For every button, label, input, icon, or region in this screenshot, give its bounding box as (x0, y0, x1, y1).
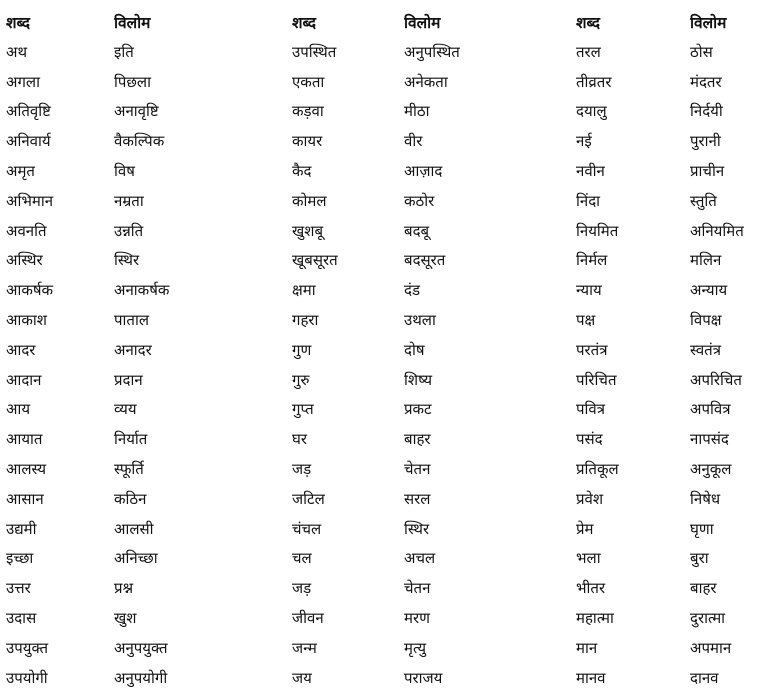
antonym-cell: अपरिचित (690, 370, 742, 389)
antonym-cell: अनावृष्टि (114, 102, 159, 121)
word-cell: कायर (292, 132, 323, 151)
word-cell: उद्यमी (6, 519, 37, 538)
word-cell: आदान (6, 370, 42, 389)
word-cell: जड़ (292, 459, 312, 478)
word-cell: अवनति (6, 221, 47, 240)
word-cell: उदास (6, 608, 37, 627)
antonym-cell: स्वतंत्र (690, 340, 722, 359)
antonym-cell: चेतन (404, 459, 431, 478)
antonym-cell: स्थिर (404, 519, 430, 538)
word-cell: आयात (6, 430, 43, 449)
word-cell: आकर्षक (6, 281, 54, 300)
antonym-cell: सरल (404, 489, 431, 508)
word-cell: मानव (576, 668, 606, 687)
antonym-cell: स्तुति (690, 191, 717, 210)
word-cell: अस्थिर (6, 251, 43, 270)
antonym-cell: इति (114, 42, 134, 61)
header-word-3: शब्द (576, 13, 600, 32)
antonym-cell: मंदतर (690, 72, 722, 91)
word-cell: भला (576, 549, 601, 568)
word-cell: नियमित (576, 221, 619, 240)
word-cell: गुप्त (292, 400, 314, 419)
word-cell: नई (576, 132, 592, 151)
word-cell: उपयुक्त (6, 638, 49, 657)
antonym-cell: पुरानी (690, 132, 721, 151)
antonym-cell: अनादर (114, 340, 152, 359)
antonym-cell: मृत्यु (404, 638, 427, 657)
antonym-cell: बाहर (690, 579, 717, 598)
antonym-cell: स्फूर्ति (114, 459, 144, 478)
antonym-cell: प्रकट (404, 400, 432, 419)
antonym-cell: अनाकर्षक (114, 281, 170, 300)
word-cell: जटिल (292, 489, 325, 508)
word-cell: नवीन (576, 161, 605, 180)
antonyms-grid (6, 8, 766, 693)
antonym-cell: पराजय (404, 668, 443, 687)
word-cell: परिचित (576, 370, 617, 389)
antonym-cell: अनुकूल (690, 459, 732, 478)
antonym-cell: अनुपस्थित (404, 42, 460, 61)
antonym-cell: नम्रता (114, 191, 144, 210)
word-cell: मान (576, 638, 598, 657)
word-cell: प्रेम (576, 519, 594, 538)
antonym-cell: अपवित्र (690, 400, 731, 419)
word-cell: कैद (292, 161, 312, 180)
antonym-cell: उन्नति (114, 221, 144, 240)
word-cell: तरल (576, 42, 601, 61)
antonym-cell: वैकल्पिक (114, 132, 165, 151)
word-cell: उत्तर (6, 579, 31, 598)
word-cell: पक्ष (576, 310, 596, 329)
antonym-cell: निर्यात (114, 430, 148, 449)
antonym-cell: दानव (690, 668, 719, 687)
antonym-cell: दोष (404, 340, 425, 359)
antonym-cell: मरण (404, 608, 430, 627)
antonym-cell: मीठा (404, 102, 430, 121)
antonym-cell: अपमान (690, 638, 732, 657)
antonym-cell: वीर (404, 132, 423, 151)
word-cell: गुरु (292, 370, 310, 389)
antonym-cell: कठिन (114, 489, 147, 508)
word-cell: न्याय (576, 281, 602, 300)
word-cell: गुण (292, 340, 312, 359)
antonym-cell: उथला (404, 310, 436, 329)
antonym-cell: नापसंद (690, 430, 729, 449)
antonym-cell: विपक्ष (690, 310, 722, 329)
word-cell: उपस्थित (292, 42, 337, 61)
word-cell: जय (292, 668, 312, 687)
antonym-cell: ठोस (690, 42, 713, 61)
antonym-cell: बदबू (404, 221, 430, 240)
antonym-cell: मलिन (690, 251, 722, 270)
word-cell: जड़ (292, 579, 312, 598)
word-cell: निंदा (576, 191, 601, 210)
word-cell: पसंद (576, 430, 603, 449)
antonym-cell: अनुपयुक्त (114, 638, 168, 657)
antonym-cell: बाहर (404, 430, 431, 449)
word-cell: गहरा (292, 310, 319, 329)
antonym-cell: खुश (114, 608, 137, 627)
word-cell: एकता (292, 72, 325, 91)
word-cell: चल (292, 549, 312, 568)
word-cell: कोमल (292, 191, 327, 210)
antonym-cell: बुरा (690, 549, 709, 568)
antonym-cell: प्रश्न (114, 579, 134, 598)
antonym-cell: अनिच्छा (114, 549, 158, 568)
word-cell: जन्म (292, 638, 317, 657)
word-cell: क्षमा (292, 281, 316, 300)
word-cell: आलस्य (6, 459, 47, 478)
word-cell: आकाश (6, 310, 47, 329)
word-cell: चंचल (292, 519, 322, 538)
word-cell: जीवन (292, 608, 324, 627)
antonym-cell: विष (114, 161, 135, 180)
word-cell: इच्छा (6, 549, 34, 568)
word-cell: पवित्र (576, 400, 606, 419)
antonym-cell: अनियमित (690, 221, 744, 240)
antonym-cell: पाताल (114, 310, 150, 329)
word-cell: अमृत (6, 161, 35, 180)
header-antonym-2: विलोम (404, 13, 441, 32)
word-cell: प्रतिकूल (576, 459, 619, 478)
antonym-cell: अन्याय (690, 281, 728, 300)
word-cell: खूबसूरत (292, 251, 338, 270)
word-cell: आदर (6, 340, 36, 359)
antonym-cell: घृणा (690, 519, 714, 538)
word-cell: तीव्रतर (576, 72, 612, 91)
antonym-cell: पिछला (114, 72, 151, 91)
antonym-cell: स्थिर (114, 251, 140, 270)
antonym-cell: चेतन (404, 579, 431, 598)
word-cell: अनिवार्य (6, 132, 51, 151)
header-antonym-3: विलोम (690, 13, 727, 32)
antonym-cell: प्रदान (114, 370, 143, 389)
word-cell: दयालु (576, 102, 607, 121)
header-word-1: शब्द (6, 13, 30, 32)
antonym-cell: कठोर (404, 191, 435, 210)
header-antonym-1: विलोम (114, 13, 151, 32)
antonym-cell: अचल (404, 549, 436, 568)
antonym-cell: अनेकता (404, 72, 448, 91)
antonym-cell: निषेध (690, 489, 721, 508)
antonym-cell: आज़ाद (404, 161, 443, 180)
antonym-cell: व्यय (114, 400, 137, 419)
word-cell: निर्मल (576, 251, 608, 270)
antonym-cell: दुरात्मा (690, 608, 726, 627)
word-cell: खुशबू (292, 221, 324, 240)
word-cell: अगला (6, 72, 40, 91)
antonym-cell: दंड (404, 281, 420, 300)
word-cell: भीतर (576, 579, 606, 598)
word-cell: उपयोगी (6, 668, 48, 687)
antonym-cell: आलसी (114, 519, 154, 538)
word-cell: आसान (6, 489, 44, 508)
header-word-2: शब्द (292, 13, 316, 32)
word-cell: कड़वा (292, 102, 324, 121)
word-cell: महात्मा (576, 608, 614, 627)
antonym-cell: बदसूरत (404, 251, 446, 270)
word-cell: अतिवृष्टि (6, 102, 51, 121)
word-cell: घर (292, 430, 308, 449)
word-cell: आय (6, 400, 31, 419)
antonym-cell: निर्दयी (690, 102, 723, 121)
antonym-cell: अनुपयोगी (114, 668, 168, 687)
word-cell: अथ (6, 42, 28, 61)
antonym-cell: शिष्य (404, 370, 433, 389)
word-cell: अभिमान (6, 191, 54, 210)
word-cell: परतंत्र (576, 340, 608, 359)
antonym-cell: प्राचीन (690, 161, 725, 180)
word-cell: प्रवेश (576, 489, 604, 508)
